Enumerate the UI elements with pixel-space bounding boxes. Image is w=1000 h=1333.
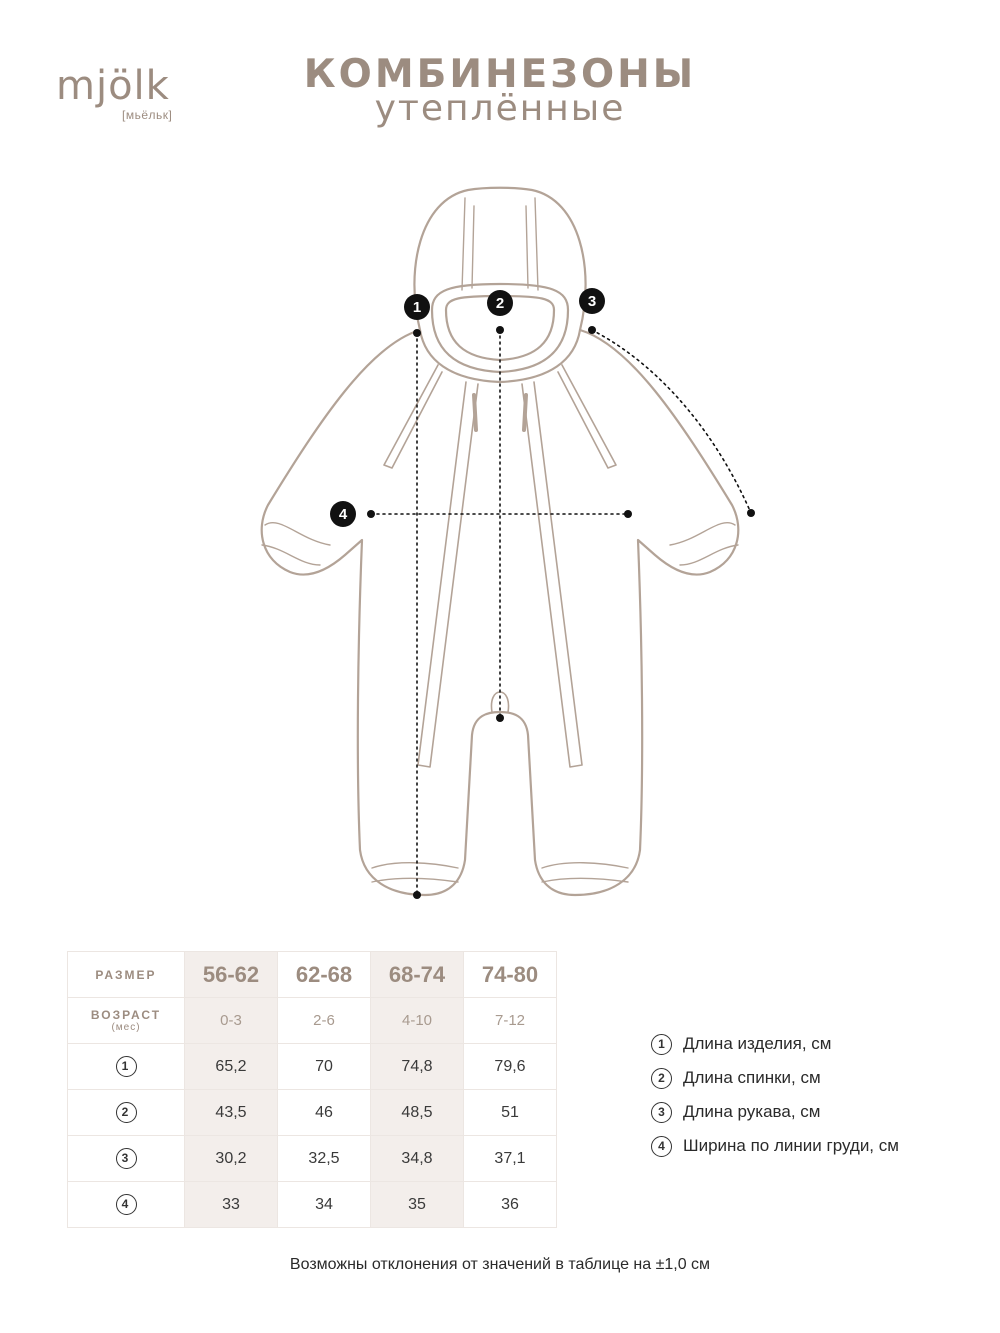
measure-point bbox=[413, 891, 421, 899]
marker-4-label: 4 bbox=[338, 506, 348, 523]
page-subtitle: утеплённые bbox=[374, 88, 626, 129]
marker-4 bbox=[330, 501, 356, 527]
marker-3 bbox=[579, 288, 605, 314]
tolerance-note: Возможны отклонения от значений в таблице на ±1,0 см bbox=[289, 1256, 711, 1273]
right-zip bbox=[522, 382, 582, 767]
marker-1-label: 1 bbox=[412, 299, 422, 316]
legend-text: Длина изделия, см bbox=[683, 1034, 832, 1053]
size-header: 62-68 bbox=[278, 952, 371, 998]
marker-2 bbox=[487, 290, 513, 316]
table-cell: 46 bbox=[278, 1090, 371, 1136]
row-number-badge: 4 bbox=[116, 1194, 137, 1215]
age-label: ВОЗРАСТ bbox=[90, 1008, 162, 1022]
legend-text: Ширина по линии груди, см bbox=[683, 1136, 899, 1155]
legend-item bbox=[651, 1129, 899, 1163]
table-row bbox=[68, 1090, 557, 1136]
measure-point bbox=[413, 329, 421, 337]
row-number-badge: 1 bbox=[116, 1056, 137, 1077]
row-number-badge: 3 bbox=[116, 1148, 137, 1169]
measure-point bbox=[496, 714, 504, 722]
age-value: 0-3 bbox=[185, 998, 278, 1044]
legend-number-badge: 1 bbox=[651, 1034, 672, 1055]
table-cell: 34,8 bbox=[371, 1136, 464, 1182]
brand-subname: [мьёльк] bbox=[122, 108, 173, 122]
measure-point bbox=[367, 510, 375, 518]
table-row bbox=[68, 1044, 557, 1090]
table-cell: 48,5 bbox=[371, 1090, 464, 1136]
legend-text: Длина рукава, см bbox=[683, 1102, 821, 1121]
age-value: 4-10 bbox=[371, 998, 464, 1044]
measure-line-sleeve bbox=[592, 330, 751, 513]
size-header: 56-62 bbox=[185, 952, 278, 998]
table-cell: 36 bbox=[464, 1182, 557, 1228]
table-cell: 65,2 bbox=[185, 1044, 278, 1090]
size-header: 68-74 bbox=[371, 952, 464, 998]
legend-item bbox=[651, 1095, 899, 1129]
size-label: РАЗМЕР bbox=[68, 952, 185, 998]
row-number-badge: 2 bbox=[116, 1102, 137, 1123]
table-cell: 37,1 bbox=[464, 1136, 557, 1182]
table-cell: 35 bbox=[371, 1182, 464, 1228]
age-unit: (мес) bbox=[111, 1022, 141, 1033]
size-table bbox=[67, 951, 557, 1228]
age-value: 2-6 bbox=[278, 998, 371, 1044]
table-cell: 33 bbox=[185, 1182, 278, 1228]
legend-item bbox=[651, 1061, 899, 1095]
table-cell: 32,5 bbox=[278, 1136, 371, 1182]
table-row bbox=[68, 952, 557, 998]
table-cell: 30,2 bbox=[185, 1136, 278, 1182]
legend-number-badge: 2 bbox=[651, 1068, 672, 1089]
table-row bbox=[68, 1136, 557, 1182]
table-row bbox=[68, 1182, 557, 1228]
left-zip bbox=[418, 382, 478, 767]
brand-name: mjölk bbox=[56, 63, 170, 109]
table-cell: 79,6 bbox=[464, 1044, 557, 1090]
legend-text: Длина спинки, см bbox=[683, 1068, 821, 1087]
measure-point bbox=[588, 326, 596, 334]
measure-point bbox=[747, 509, 755, 517]
age-value: 7-12 bbox=[464, 998, 557, 1044]
measure-point bbox=[624, 510, 632, 518]
table-cell: 51 bbox=[464, 1090, 557, 1136]
page-title: КОМБИНЕЗОНЫ bbox=[303, 52, 697, 97]
marker-2-label: 2 bbox=[495, 295, 505, 312]
legend-item bbox=[651, 1027, 899, 1061]
table-row bbox=[68, 998, 557, 1044]
measure-point bbox=[496, 326, 504, 334]
legend-number-badge: 4 bbox=[651, 1136, 672, 1157]
marker-1 bbox=[404, 294, 430, 320]
table-cell: 34 bbox=[278, 1182, 371, 1228]
legend-number-badge: 3 bbox=[651, 1102, 672, 1123]
marker-3-label: 3 bbox=[587, 293, 597, 310]
table-cell: 74,8 bbox=[371, 1044, 464, 1090]
table-cell: 43,5 bbox=[185, 1090, 278, 1136]
age-label-cell bbox=[68, 998, 185, 1044]
table-cell: 70 bbox=[278, 1044, 371, 1090]
size-header: 74-80 bbox=[464, 952, 557, 998]
measurement-legend bbox=[651, 1027, 899, 1163]
